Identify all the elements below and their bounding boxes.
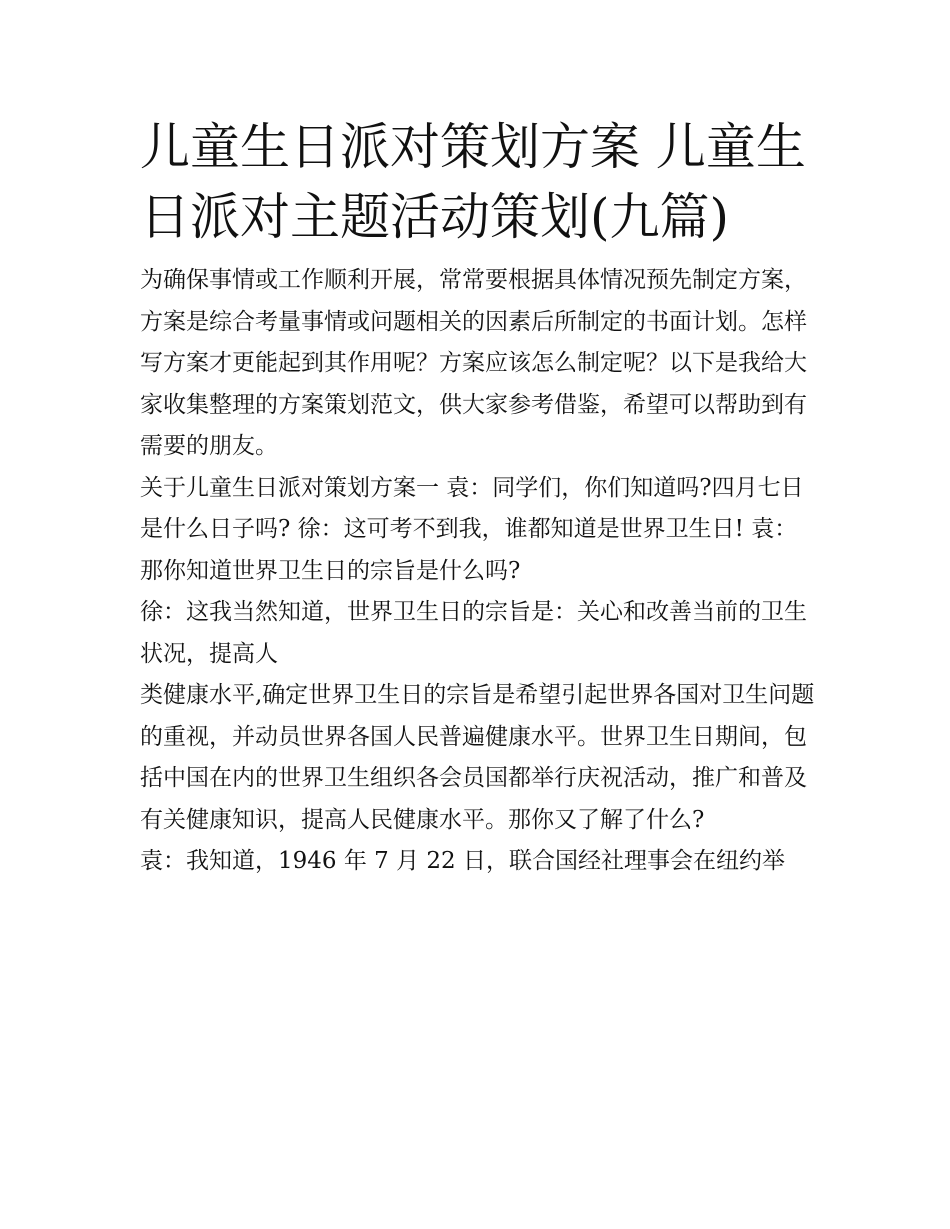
paragraph-dialogue-3: 类健康水平,确定世界卫生日的宗旨是希望引起世界各国对卫生问题的重视，并动员世界各国人民普遍健康水平。世界卫生日期间，包括中国在内的世界卫生组织各会员国都举行庆祝活动，推广和普及有关健康知识，提高人民健康水平。那你又了解了什么? — [140, 682, 815, 833]
document-body — [140, 112, 815, 883]
paragraph-dialogue-4: 袁：我知道，1946 年 7 月 22 日，联合国经社理事会在纽约举 — [140, 848, 785, 874]
paragraph-dialogue-1: 关于儿童生日派对策划方案一 袁：同学们，你们知道吗?四月七日是什么日子吗? 徐：这可考不到我，谁都知道是世界卫生日! 袁：那你知道世界卫生日的宗旨是什么吗? — [140, 474, 804, 584]
document-title: 儿童生日派对策划方案 儿童生日派对主题活动策划(九篇) — [140, 118, 806, 246]
paragraph-intro: 为确保事情或工作顺利开展，常常要根据具体情况预先制定方案，方案是综合考量事情或问题相关的因素后所制定的书面计划。怎样写方案才更能起到其作用呢？方案应该怎么制定呢？以下是我给大家收集整理的方案策划范文，供大家参考借鉴，希望可以帮助到有需要的朋友。 — [140, 267, 807, 459]
paragraph-dialogue-2: 徐：这我当然知道，世界卫生日的宗旨是：关心和改善当前的卫生状况，提高人 — [140, 599, 807, 667]
